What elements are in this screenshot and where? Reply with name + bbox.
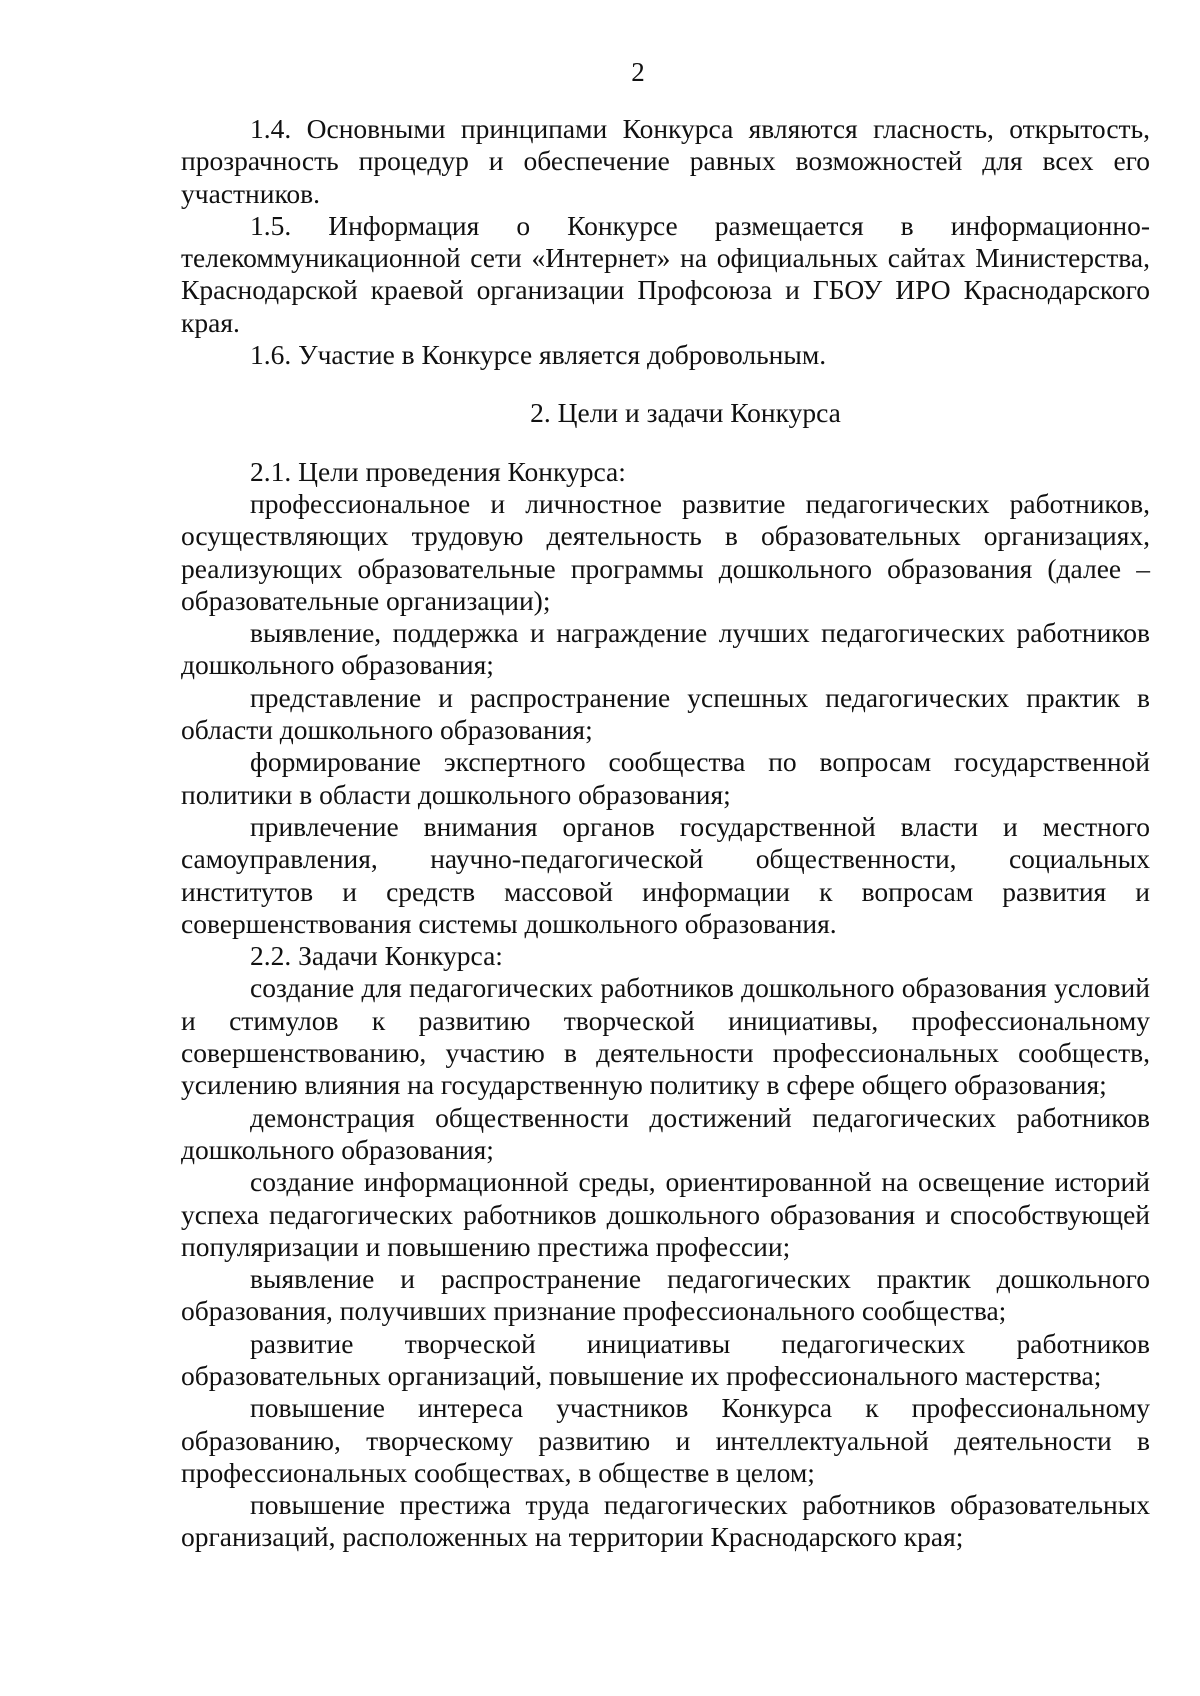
task-item: демонстрация общественности достижений педагогических работников дошкольного образования; xyxy=(181,1101,1150,1165)
task-item: развитие творческой инициативы педагогических работников образовательных организаций, повышение их профессионального мастерства; xyxy=(181,1327,1150,1391)
goal-item: формирование экспертного сообщества по вопросам государственной политики в области дошкольного образования; xyxy=(181,746,1150,810)
goal-item: представление и распространение успешных педагогических практик в области дошкольного образования; xyxy=(181,681,1150,746)
goal-item: профессиональное и личностное развитие педагогических работников, осуществляющих трудовую деятельность в образовательных организациях, реализующих образовательные программы дошкольного образования (далее – образовательные организации); xyxy=(181,487,1150,616)
task-item: создание для педагогических работников дошкольного образования условий и стимулов к развитию творческой инициативы, профессиональному совершенствованию, участию в деятельности профессиональных сообществ, усилению влияния на государственную политику в сфере общего образования; xyxy=(181,972,1150,1101)
task-item: создание информационной среды, ориентированной на освещение историй успеха педагогических работников дошкольного образования и способствующей популяризации и повышению престижа профессии; xyxy=(181,1166,1150,1262)
paragraph-2-1: 2.1. Цели проведения Конкурса: xyxy=(250,455,626,487)
document-body xyxy=(181,113,1150,1554)
task-item: повышение престижа труда педагогических работников образовательных организаций, расположенных на территории Краснодарского края; xyxy=(181,1489,1150,1553)
paragraph-1-4: 1.4. Основными принципами Конкурса являются гласность, открытость, прозрачность процедур и обеспечение равных возможностей для всех его участников. xyxy=(181,113,1150,209)
page-number: 2 xyxy=(631,57,645,87)
goal-item: привлечение внимания органов государственной власти и местного самоуправления, научно-педагогической общественности, социальных институтов и средств массовой информации к вопросам развития и совершенствования системы дошкольного образования. xyxy=(181,810,1150,939)
section-2-heading: 2. Цели и задачи Конкурса xyxy=(530,397,841,429)
task-item: повышение интереса участников Конкурса к профессиональному образованию, творческому развитию и интеллектуальной деятельности в профессиональных сообществах, в обществе в целом; xyxy=(181,1392,1150,1488)
paragraph-1-6: 1.6. Участие в Конкурсе является добровольным. xyxy=(250,339,827,371)
task-item: выявление и распространение педагогических практик дошкольного образования, получивших признание профессионального сообщества; xyxy=(181,1263,1150,1327)
paragraph-1-5: 1.5. Информация о Конкурсе размещается в информационно-телекоммуникационной сети «Интернет» на официальных сайтах Министерства, Краснодарской краевой организации Профсоюза и ГБОУ ИРО Краснодарского края. xyxy=(181,209,1150,338)
goal-item: выявление, поддержка и награждение лучших педагогических работников дошкольного образования; xyxy=(181,617,1150,681)
paragraph-2-2: 2.2. Задачи Конкурса: xyxy=(250,940,503,972)
